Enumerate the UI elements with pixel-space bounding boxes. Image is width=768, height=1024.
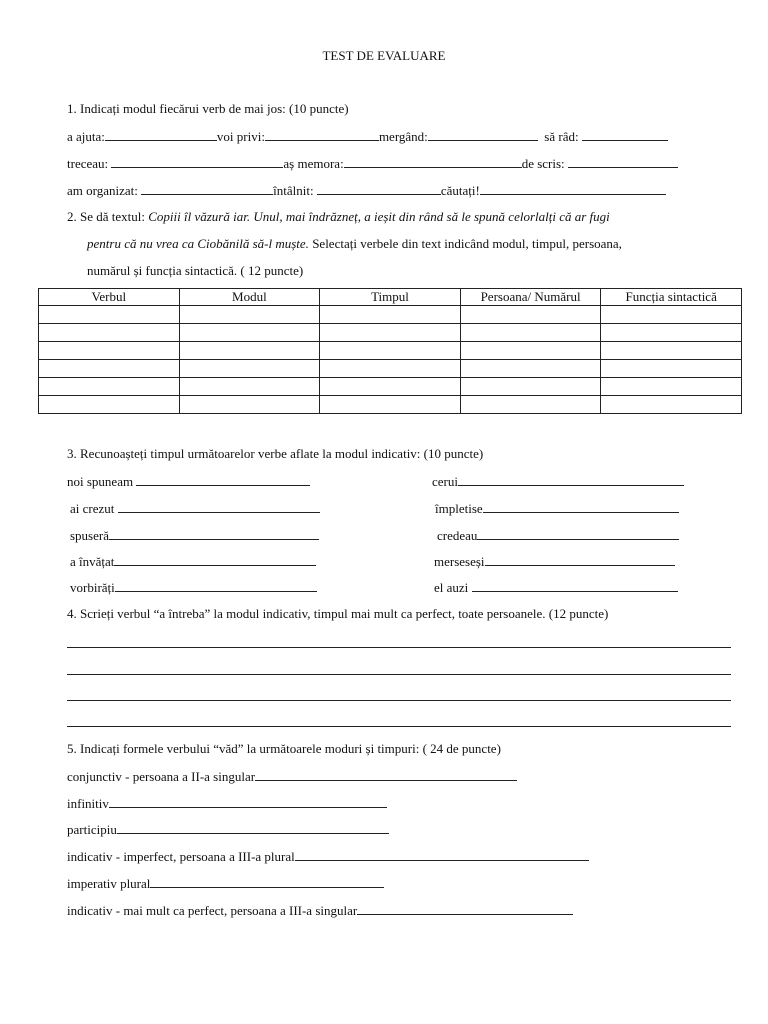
answer-blank[interactable] <box>485 553 675 566</box>
table-cell[interactable] <box>179 306 320 324</box>
answer-blank[interactable] <box>480 182 666 195</box>
answer-blank[interactable] <box>483 500 679 513</box>
q1-item: căutați! <box>440 183 480 198</box>
q3-verb: el auzi <box>434 580 469 595</box>
q2-verb-table <box>38 288 742 414</box>
answer-blank[interactable] <box>136 473 310 486</box>
table-cell[interactable] <box>179 360 320 378</box>
table-row <box>39 378 742 396</box>
answer-blank[interactable] <box>141 182 273 195</box>
table-header-cell: Verbul <box>39 289 180 306</box>
answer-blank[interactable] <box>117 821 389 834</box>
table-cell[interactable] <box>320 306 461 324</box>
table-cell[interactable] <box>460 360 601 378</box>
q4-prompt: 4. Scrieți verbul “a întreba” la modul indicativ, timpul mai mult ca perfect, toate persoanele. (12 puncte) <box>67 606 609 621</box>
table-cell[interactable] <box>601 396 742 414</box>
q1-item: de scris: <box>521 156 565 171</box>
answer-line[interactable] <box>67 647 731 648</box>
table-cell[interactable] <box>601 324 742 342</box>
page-title: TEST DE EVALUARE <box>322 48 446 63</box>
table-header-cell: Timpul <box>320 289 461 306</box>
answer-blank[interactable] <box>111 155 283 168</box>
table-cell[interactable] <box>320 396 461 414</box>
answer-blank[interactable] <box>357 902 573 915</box>
answer-blank[interactable] <box>472 579 678 592</box>
q2-prompt-line-2 <box>87 236 622 252</box>
table-cell[interactable] <box>179 342 320 360</box>
q2-prompt-line-1 <box>67 209 610 225</box>
answer-line[interactable] <box>67 700 731 701</box>
table-header-cell: Modul <box>179 289 320 306</box>
q5-row-2 <box>67 795 387 812</box>
q3-left-4 <box>70 553 316 570</box>
table-cell[interactable] <box>601 360 742 378</box>
q1-prompt: 1. Indicați modul fiecărui verb de mai jos: (10 puncte) <box>67 101 349 116</box>
table-cell[interactable] <box>460 324 601 342</box>
table-cell[interactable] <box>39 360 180 378</box>
q3-verb: merseseși <box>434 554 485 569</box>
q3-left-5 <box>70 579 317 596</box>
q5-row-6 <box>67 902 573 919</box>
q1-item: să râd: <box>544 129 579 144</box>
q3-verb: cerui <box>432 474 458 489</box>
q5-row-4 <box>67 848 589 865</box>
table-cell[interactable] <box>179 378 320 396</box>
table-row <box>39 396 742 414</box>
q2-prompt-start: 2. Se dă textul: <box>67 209 149 224</box>
q2-prompt-rest-1: Selectați verbele din text indicând modul, timpul, persoana, <box>308 236 622 251</box>
table-row <box>39 306 742 324</box>
q5-item: imperativ plural <box>67 876 151 891</box>
answer-blank[interactable] <box>477 527 679 540</box>
q3-verb: vorbirăți <box>70 580 115 595</box>
answer-blank[interactable] <box>265 128 379 141</box>
answer-blank[interactable] <box>582 128 668 141</box>
q1-item: treceau: <box>67 156 109 171</box>
answer-line[interactable] <box>67 674 731 675</box>
q3-verb: spuseră <box>70 528 109 543</box>
q5-item: participiu <box>67 822 117 837</box>
answer-blank[interactable] <box>118 500 320 513</box>
q1-item: mergând: <box>378 129 428 144</box>
q3-verb: ai crezut <box>70 501 115 516</box>
q3-right-2 <box>435 500 679 517</box>
table-cell[interactable] <box>320 360 461 378</box>
answer-blank[interactable] <box>114 553 316 566</box>
answer-blank[interactable] <box>568 155 678 168</box>
answer-blank[interactable] <box>458 473 684 486</box>
q3-right-1 <box>432 473 684 490</box>
q2-prompt-line-3: numărul și funcția sintactică. ( 12 puncte) <box>87 263 304 278</box>
q1-row-3 <box>67 182 666 199</box>
answer-blank[interactable] <box>255 768 517 781</box>
table-row <box>39 360 742 378</box>
q3-right-4 <box>434 553 675 570</box>
table-cell[interactable] <box>179 396 320 414</box>
q1-item: a ajuta: <box>67 129 105 144</box>
answer-blank[interactable] <box>428 128 538 141</box>
q3-left-1 <box>67 473 310 490</box>
q3-verb: a învățat <box>70 554 115 569</box>
answer-line[interactable] <box>67 726 731 727</box>
table-row <box>39 324 742 342</box>
answer-blank[interactable] <box>317 182 441 195</box>
table-cell[interactable] <box>320 342 461 360</box>
q5-row-1 <box>67 768 517 785</box>
table-header-cell: Persoana/ Numărul <box>460 289 601 306</box>
q3-left-3 <box>70 527 319 544</box>
answer-blank[interactable] <box>344 155 522 168</box>
q3-right-5 <box>434 579 678 596</box>
table-cell[interactable] <box>460 342 601 360</box>
table-cell[interactable] <box>601 378 742 396</box>
q1-item: am organizat: <box>67 183 138 198</box>
table-cell[interactable] <box>601 342 742 360</box>
table-cell[interactable] <box>460 378 601 396</box>
table-cell[interactable] <box>460 306 601 324</box>
table-cell[interactable] <box>39 378 180 396</box>
q5-row-5 <box>67 875 384 892</box>
table-row <box>39 342 742 360</box>
q5-item: infinitiv <box>67 796 109 811</box>
answer-blank[interactable] <box>105 128 217 141</box>
q3-verb: împletise <box>435 501 483 516</box>
q3-prompt: 3. Recunoașteți timpul următoarelor verbe aflate la modul indicativ: (10 puncte) <box>67 446 484 461</box>
table-cell[interactable] <box>320 378 461 396</box>
q2-text-italic-1: Copiii îl văzură iar. Unul, mai îndrăzneț, a ieșit din rând să le spună celorlalți că ar fugi <box>148 209 610 224</box>
q5-row-3 <box>67 821 389 838</box>
q1-item: întâlnit: <box>273 183 314 198</box>
q1-row-1 <box>67 128 668 145</box>
table-cell[interactable] <box>460 396 601 414</box>
table-header-row <box>39 289 742 306</box>
q5-item: indicativ - imperfect, persoana a III-a plural <box>67 849 295 864</box>
q3-verb: credeau <box>437 528 478 543</box>
q3-left-2 <box>70 500 320 517</box>
answer-blank[interactable] <box>109 795 387 808</box>
q1-item: aș memora: <box>283 156 344 171</box>
q3-right-3 <box>437 527 679 544</box>
table-cell[interactable] <box>39 306 180 324</box>
table-header-cell: Funcția sintactică <box>601 289 742 306</box>
table-cell[interactable] <box>179 324 320 342</box>
answer-blank[interactable] <box>109 527 319 540</box>
table-cell[interactable] <box>39 342 180 360</box>
q1-item: voi privi: <box>216 129 265 144</box>
answer-blank[interactable] <box>150 875 384 888</box>
q5-item: conjunctiv - persoana a II-a singular <box>67 769 256 784</box>
q5-prompt: 5. Indicați formele verbului “văd” la următoarele moduri și timpuri: ( 24 de puncte) <box>67 741 501 756</box>
table-cell[interactable] <box>39 324 180 342</box>
table-cell[interactable] <box>39 396 180 414</box>
answer-blank[interactable] <box>115 579 317 592</box>
q2-text-italic-2: pentru că nu vrea ca Ciobănilă să-l muște. <box>87 236 309 251</box>
answer-blank[interactable] <box>295 848 589 861</box>
table-cell[interactable] <box>601 306 742 324</box>
q3-verb: noi spuneam <box>67 474 134 489</box>
q5-item: indicativ - mai mult ca perfect, persoana a III-a singular <box>67 903 358 918</box>
q1-row-2 <box>67 155 678 172</box>
table-cell[interactable] <box>320 324 461 342</box>
